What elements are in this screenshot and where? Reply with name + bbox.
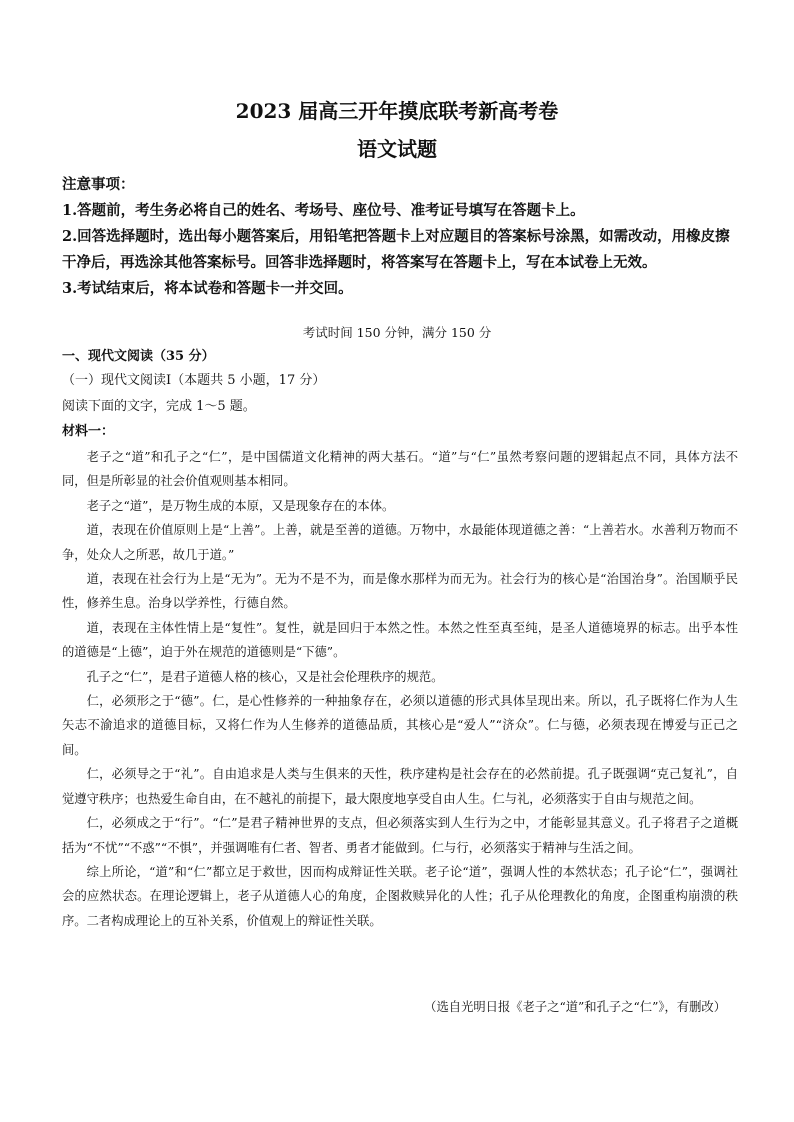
article-paragraph: 仁，必须形之于“德”。仁，是心性修养的一种抽象存在，必须以道德的形式具体呈现出来。所以，孔子既将仁作为人生矢志不渝追求的道德目标，又将仁作为人生修养的道德品质，其核心是“爱人”“济众”。仁与德，必须表现在博爱与正己之间。 xyxy=(62,694,738,757)
source-citation: （选自光明日报《老子之“道”和孔子之“仁”》，有删改） xyxy=(424,1000,726,1014)
article-paragraph: 老子之“道”和孔子之“仁”，是中国儒道文化精神的两大基石。“道”与“仁”虽然考察问题的逻辑起点不同，具体方法不同，但是所彰显的社会价值观则基本相同。 xyxy=(62,450,738,489)
article-paragraph: 仁，必须导之于“礼”。自由追求是人类与生俱来的天性，秩序建构是社会存在的必然前提。孔子既强调“克己复礼”，自觉遵守秩序；也热爱生命自由，在不越礼的前提下，最大限度地享受自由人生。仁与礼，必须落实于自由与规范之间。 xyxy=(62,767,738,806)
material-label: 材料一： xyxy=(62,424,115,439)
notes-item-3: 3.考试结束后，将本试卷和答题卡一并交回。 xyxy=(62,280,353,297)
exam-title: 2023 届高三开年摸底联考新高考卷 xyxy=(235,99,559,123)
exam-subtitle: 语文试题 xyxy=(357,137,437,161)
notes-item-2: 2.回答选择题时，选出每小题答案后，用铅笔把答题卡上对应题目的答案标号涂黑，如需改动，用橡皮擦干净后，再选涂其他答案标号。回答非选择题时，将答案写在答题卡上，写在本试卷上无效。 xyxy=(62,228,730,271)
notes-block xyxy=(62,172,738,302)
notes-heading: 注意事项： xyxy=(62,176,135,193)
article-body xyxy=(62,445,738,933)
article-paragraph: 老子之“道”，是万物生成的本原，又是现象存在的本体。 xyxy=(86,498,395,513)
section-heading: 一、现代文阅读（35 分） xyxy=(62,349,215,364)
notes-item-1: 1.答题前，考生务必将自己的姓名、考场号、座位号、准考证号填写在答题卡上。 xyxy=(62,202,585,219)
article-paragraph: 综上所论，“道”和“仁”都立足于救世，因而构成辩证性关联。老子论“道”，强调人性的本然状态；孔子论“仁”，强调社会的应然状态。在理论逻辑上，老子从道德人心的角度，企图救赎异化的人性；孔子从伦理教化的角度，企图重构崩溃的秩序。二者构成理论上的互补关系，价值观上的辩证性关联。 xyxy=(62,864,738,928)
subsection-heading: （一）现代文阅读Ⅰ（本题共 5 小题，17 分） xyxy=(62,373,326,388)
exam-time-info: 考试时间 150 分钟，满分 150 分 xyxy=(302,325,492,340)
reading-instruction: 阅读下面的文字，完成 1～5 题。 xyxy=(62,399,256,414)
article-paragraph: 道，表现在价值原则上是“上善”。上善，就是至善的道德。万物中，水最能体现道德之善：“上善若水。水善利万物而不争，处众人之所恶，故几于道。” xyxy=(62,523,738,562)
article-paragraph: 道，表现在主体性情上是“复性”。复性，就是回归于本然之性。本然之性至真至纯，是圣人道德境界的标志。出乎本性的道德是“上德”，迫于外在规范的道德则是“下德”。 xyxy=(62,620,738,660)
article-paragraph: 仁，必须成之于“行”。“仁”是君子精神世界的支点，但必须落实到人生行为之中，才能彰显其意义。孔子将君子之道概括为“不忧”“不惑”“不惧”，并强调唯有仁者、智者、勇者才能做到。仁与行，必须落实于精神与生活之间。 xyxy=(62,816,738,855)
article-paragraph: 道，表现在社会行为上是“无为”。无为不是不为，而是像水那样为而无为。社会行为的核心是“治国治身”。治国顺乎民性，修养生息。治身以学养性，行德自然。 xyxy=(62,572,738,611)
article-paragraph: 孔子之“仁”，是君子道德人格的核心，又是社会伦理秩序的规范。 xyxy=(86,669,444,684)
